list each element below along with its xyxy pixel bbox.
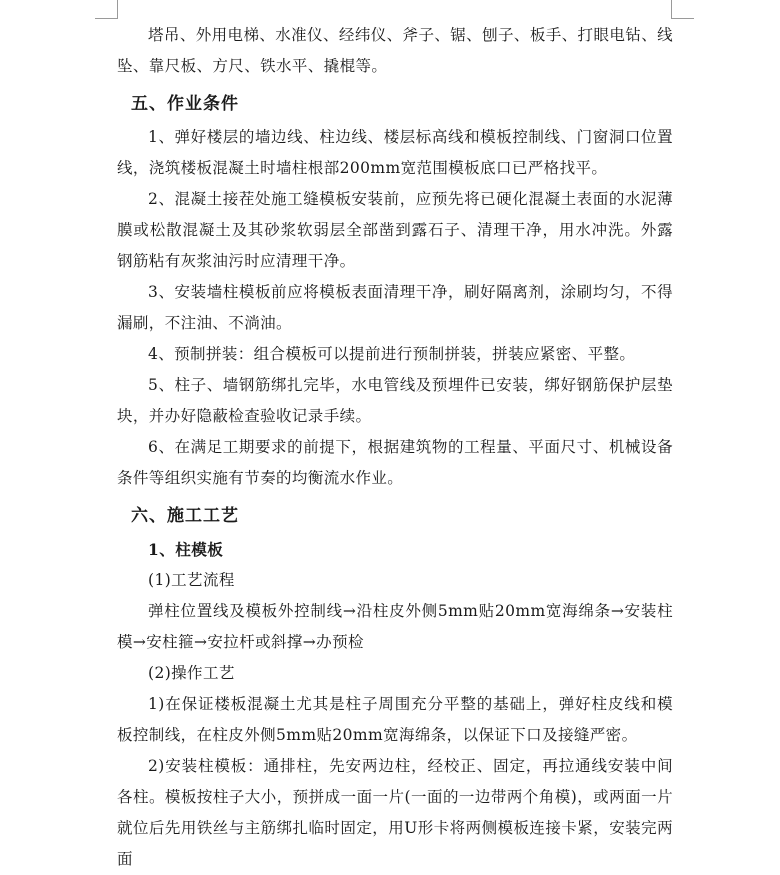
section-heading-work-conditions: 五、作业条件 <box>131 94 239 114</box>
work-condition-4: 4、预制拼装：组合模板可以提前进行预制拼装，拼装应紧密、平整。 <box>148 345 636 363</box>
operation-process-label: (2)操作工艺 <box>148 664 235 682</box>
left-margin-crop-mark <box>95 0 118 19</box>
operation-step-1: 1)在保证楼板混凝土尤其是柱子周围充分平整的基础上，弹好柱皮线和模板控制线，在柱皮外侧5mm贴20mm宽海绵条，以保证下口及接缝严密。 <box>117 695 673 744</box>
process-flow-steps: 弹柱位置线及模板外控制线→沿柱皮外侧5mm贴20mm宽海绵条→安装柱模→安柱箍→安拉杆或斜撑→办预检 <box>117 602 673 651</box>
right-margin-crop-mark <box>671 0 694 19</box>
section-heading-construction-process: 六、施工工艺 <box>131 506 239 526</box>
operation-step-2: 2)安装柱模板：通排柱，先安两边柱，经校正、固定，再拉通线安装中间各柱。模板按柱子大小，预拼成一面一片(一面的一边带两个角模)，或两面一片就位后先用铁丝与主筋绑扎临时固定，用U形卡将两侧模板连接卡紧，安装完两面 <box>117 757 673 868</box>
tools-list-paragraph: 塔吊、外用电梯、水准仪、经纬仪、斧子、锯、刨子、板手、打眼电钻、线坠、靠尺板、方尺、铁水平、撬棍等。 <box>117 26 673 75</box>
work-condition-2: 2、混凝土接茬处施工缝模板安装前，应预先将已硬化混凝土表面的水泥薄膜或松散混凝土及其砂浆软弱层全部凿到露石子、清理干净，用水冲洗。外露钢筋粘有灰浆油污时应清理干净。 <box>117 190 673 270</box>
work-condition-6: 6、在满足工期要求的前提下，根据建筑物的工程量、平面尺寸、机械设备条件等组织实施有节奏的均衡流水作业。 <box>117 438 673 487</box>
subsection-heading-column-formwork: 1、柱模板 <box>148 540 224 559</box>
work-condition-1: 1、弹好楼层的墙边线、柱边线、楼层标高线和模板控制线、门窗洞口位置线，浇筑楼板混凝土时墙柱根部200mm宽范围模板底口已严格找平。 <box>117 128 673 177</box>
process-flow-label: (1)工艺流程 <box>148 571 235 589</box>
document-body[interactable] <box>117 20 673 875</box>
work-condition-5: 5、柱子、墙钢筋绑扎完毕，水电管线及预埋件已安装，绑好钢筋保护层垫块，并办好隐蔽检查验收记录手续。 <box>117 376 673 425</box>
work-condition-3: 3、安装墙柱模板前应将模板表面清理干净，刷好隔离剂，涂刷均匀，不得漏刷，不注油、不淌油。 <box>117 283 673 332</box>
